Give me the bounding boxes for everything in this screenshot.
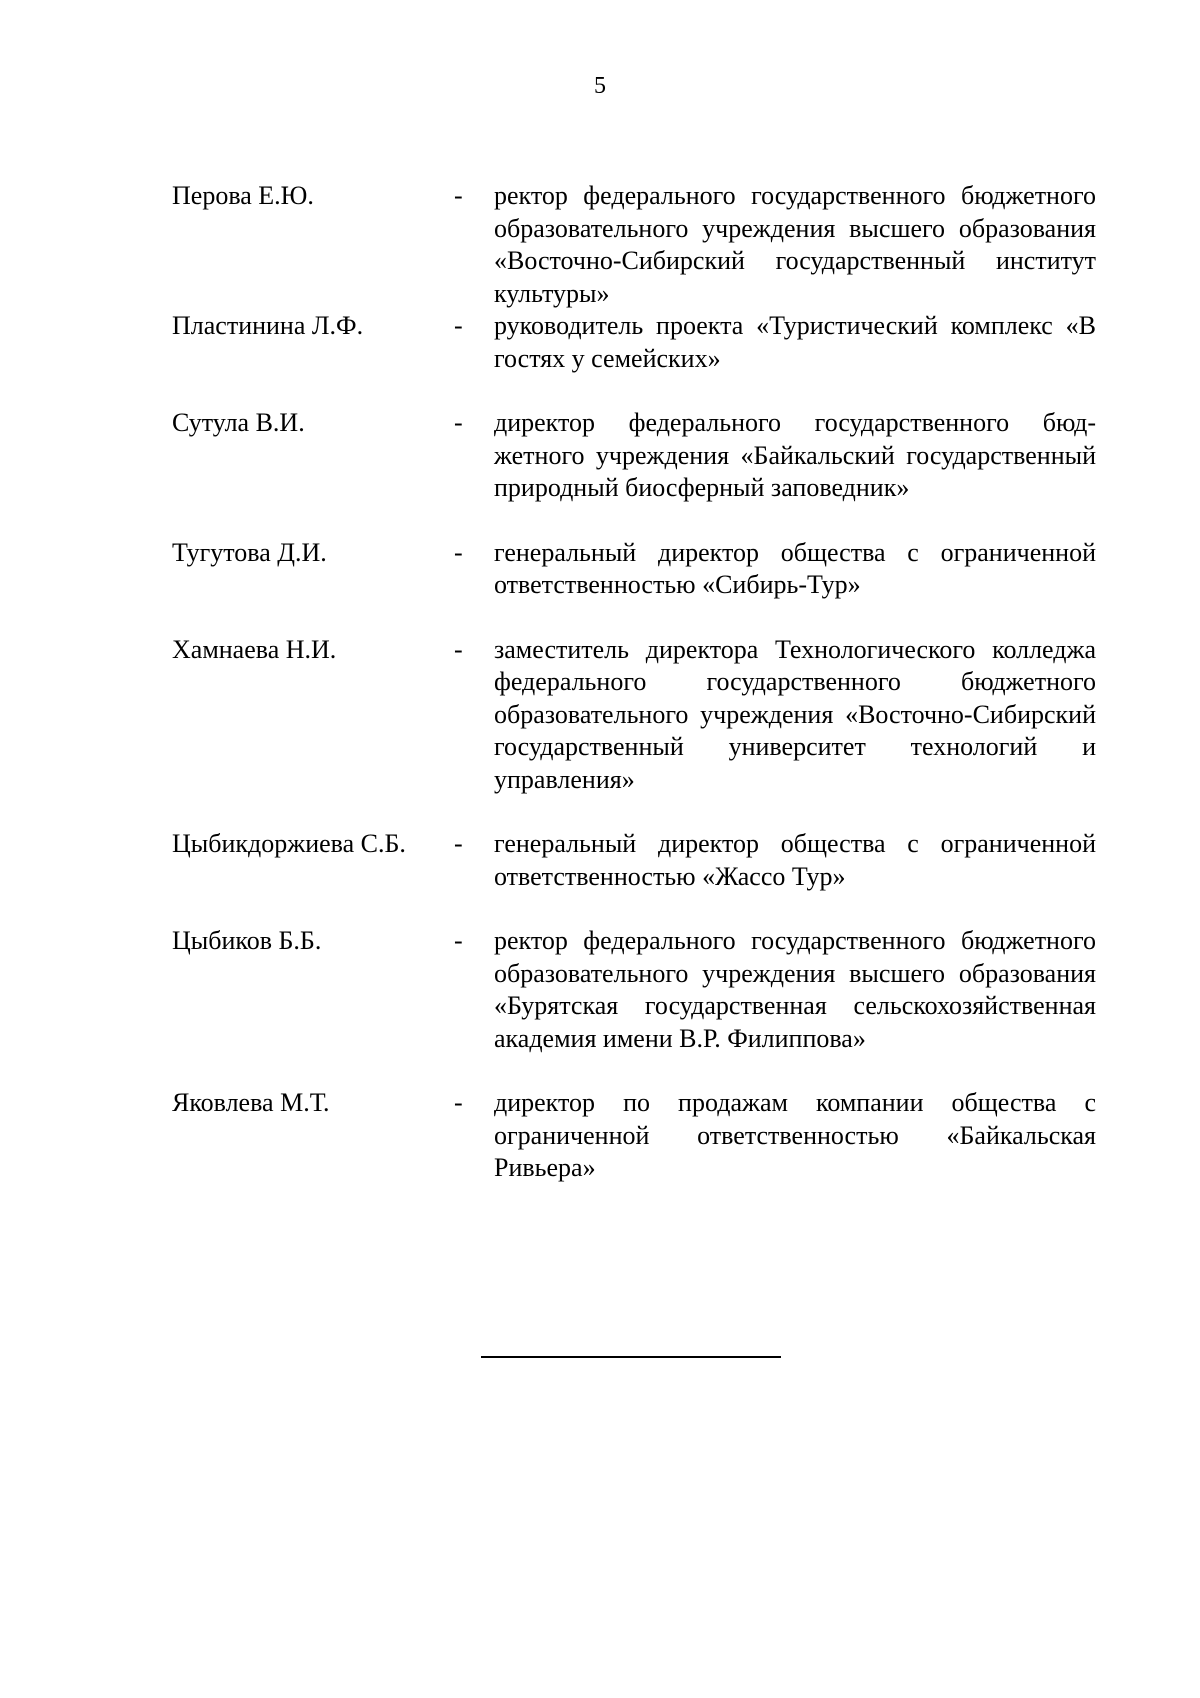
member-row	[172, 1087, 1096, 1185]
member-dash: -	[454, 634, 463, 664]
member-list	[172, 180, 1096, 1185]
member-dash: -	[454, 537, 463, 567]
member-dash: -	[454, 181, 463, 210]
member-row	[172, 310, 1096, 375]
member-row	[172, 180, 1096, 310]
member-description: генеральный директор общества с ограниченной ответственностью «Жассо Тур»	[494, 829, 1096, 891]
member-description: генеральный директор общества с ограниченной ответственностью «Сибирь-Тур»	[494, 537, 1096, 599]
member-name: Сутула В.И.	[172, 408, 305, 437]
page-number: 5	[594, 73, 606, 99]
member-description: ректор федерального государственного бюджетного образовательного учреждения высшего образования «Бурятская государственная сельскохозяйственная академия имени В.Р. Филиппова»	[494, 926, 1096, 1053]
member-description: директор федерального государственного бюджетного учреждения «Байкальский государственный природный биосферный заповедник»	[494, 408, 1096, 502]
member-name: Цыбиков Б.Б.	[172, 926, 322, 955]
member-dash: -	[454, 829, 463, 858]
member-name: Яковлева М.Т.	[172, 1088, 330, 1117]
member-row	[172, 407, 1096, 505]
member-name: Цыбикдоржиева С.Б.	[172, 829, 406, 858]
member-name: Тугутова Д.И.	[172, 537, 327, 567]
member-dash: -	[454, 311, 463, 340]
member-description: руководитель проекта «Туристический комплекс «В гостях у семейских»	[494, 311, 1096, 373]
member-name: Пластинина Л.Ф.	[172, 311, 364, 340]
member-name: Перова Е.Ю.	[172, 181, 314, 210]
member-name: Хамнаева Н.И.	[172, 634, 337, 664]
member-dash: -	[454, 1088, 463, 1117]
closing-divider	[481, 1356, 781, 1358]
member-row	[172, 828, 1096, 893]
member-dash: -	[454, 408, 463, 437]
member-row	[172, 634, 1096, 797]
member-description: ректор федерального государственного бюджетного образовательного учреждения высшего образования «Восточно-Сибирский государственный институт культуры»	[494, 181, 1096, 308]
member-row	[172, 925, 1096, 1055]
member-description: заместитель директора Технологического колледжа федерального государственного бюджетного образовательного учреждения «Восточно-Сибирский государственный университет технологий и управления»	[494, 634, 1096, 794]
member-description: директор по продажам компании общества с ограниченной ответственностью «Байкальская Ривьера»	[494, 1088, 1096, 1182]
member-row	[172, 537, 1096, 602]
member-dash: -	[454, 926, 463, 955]
